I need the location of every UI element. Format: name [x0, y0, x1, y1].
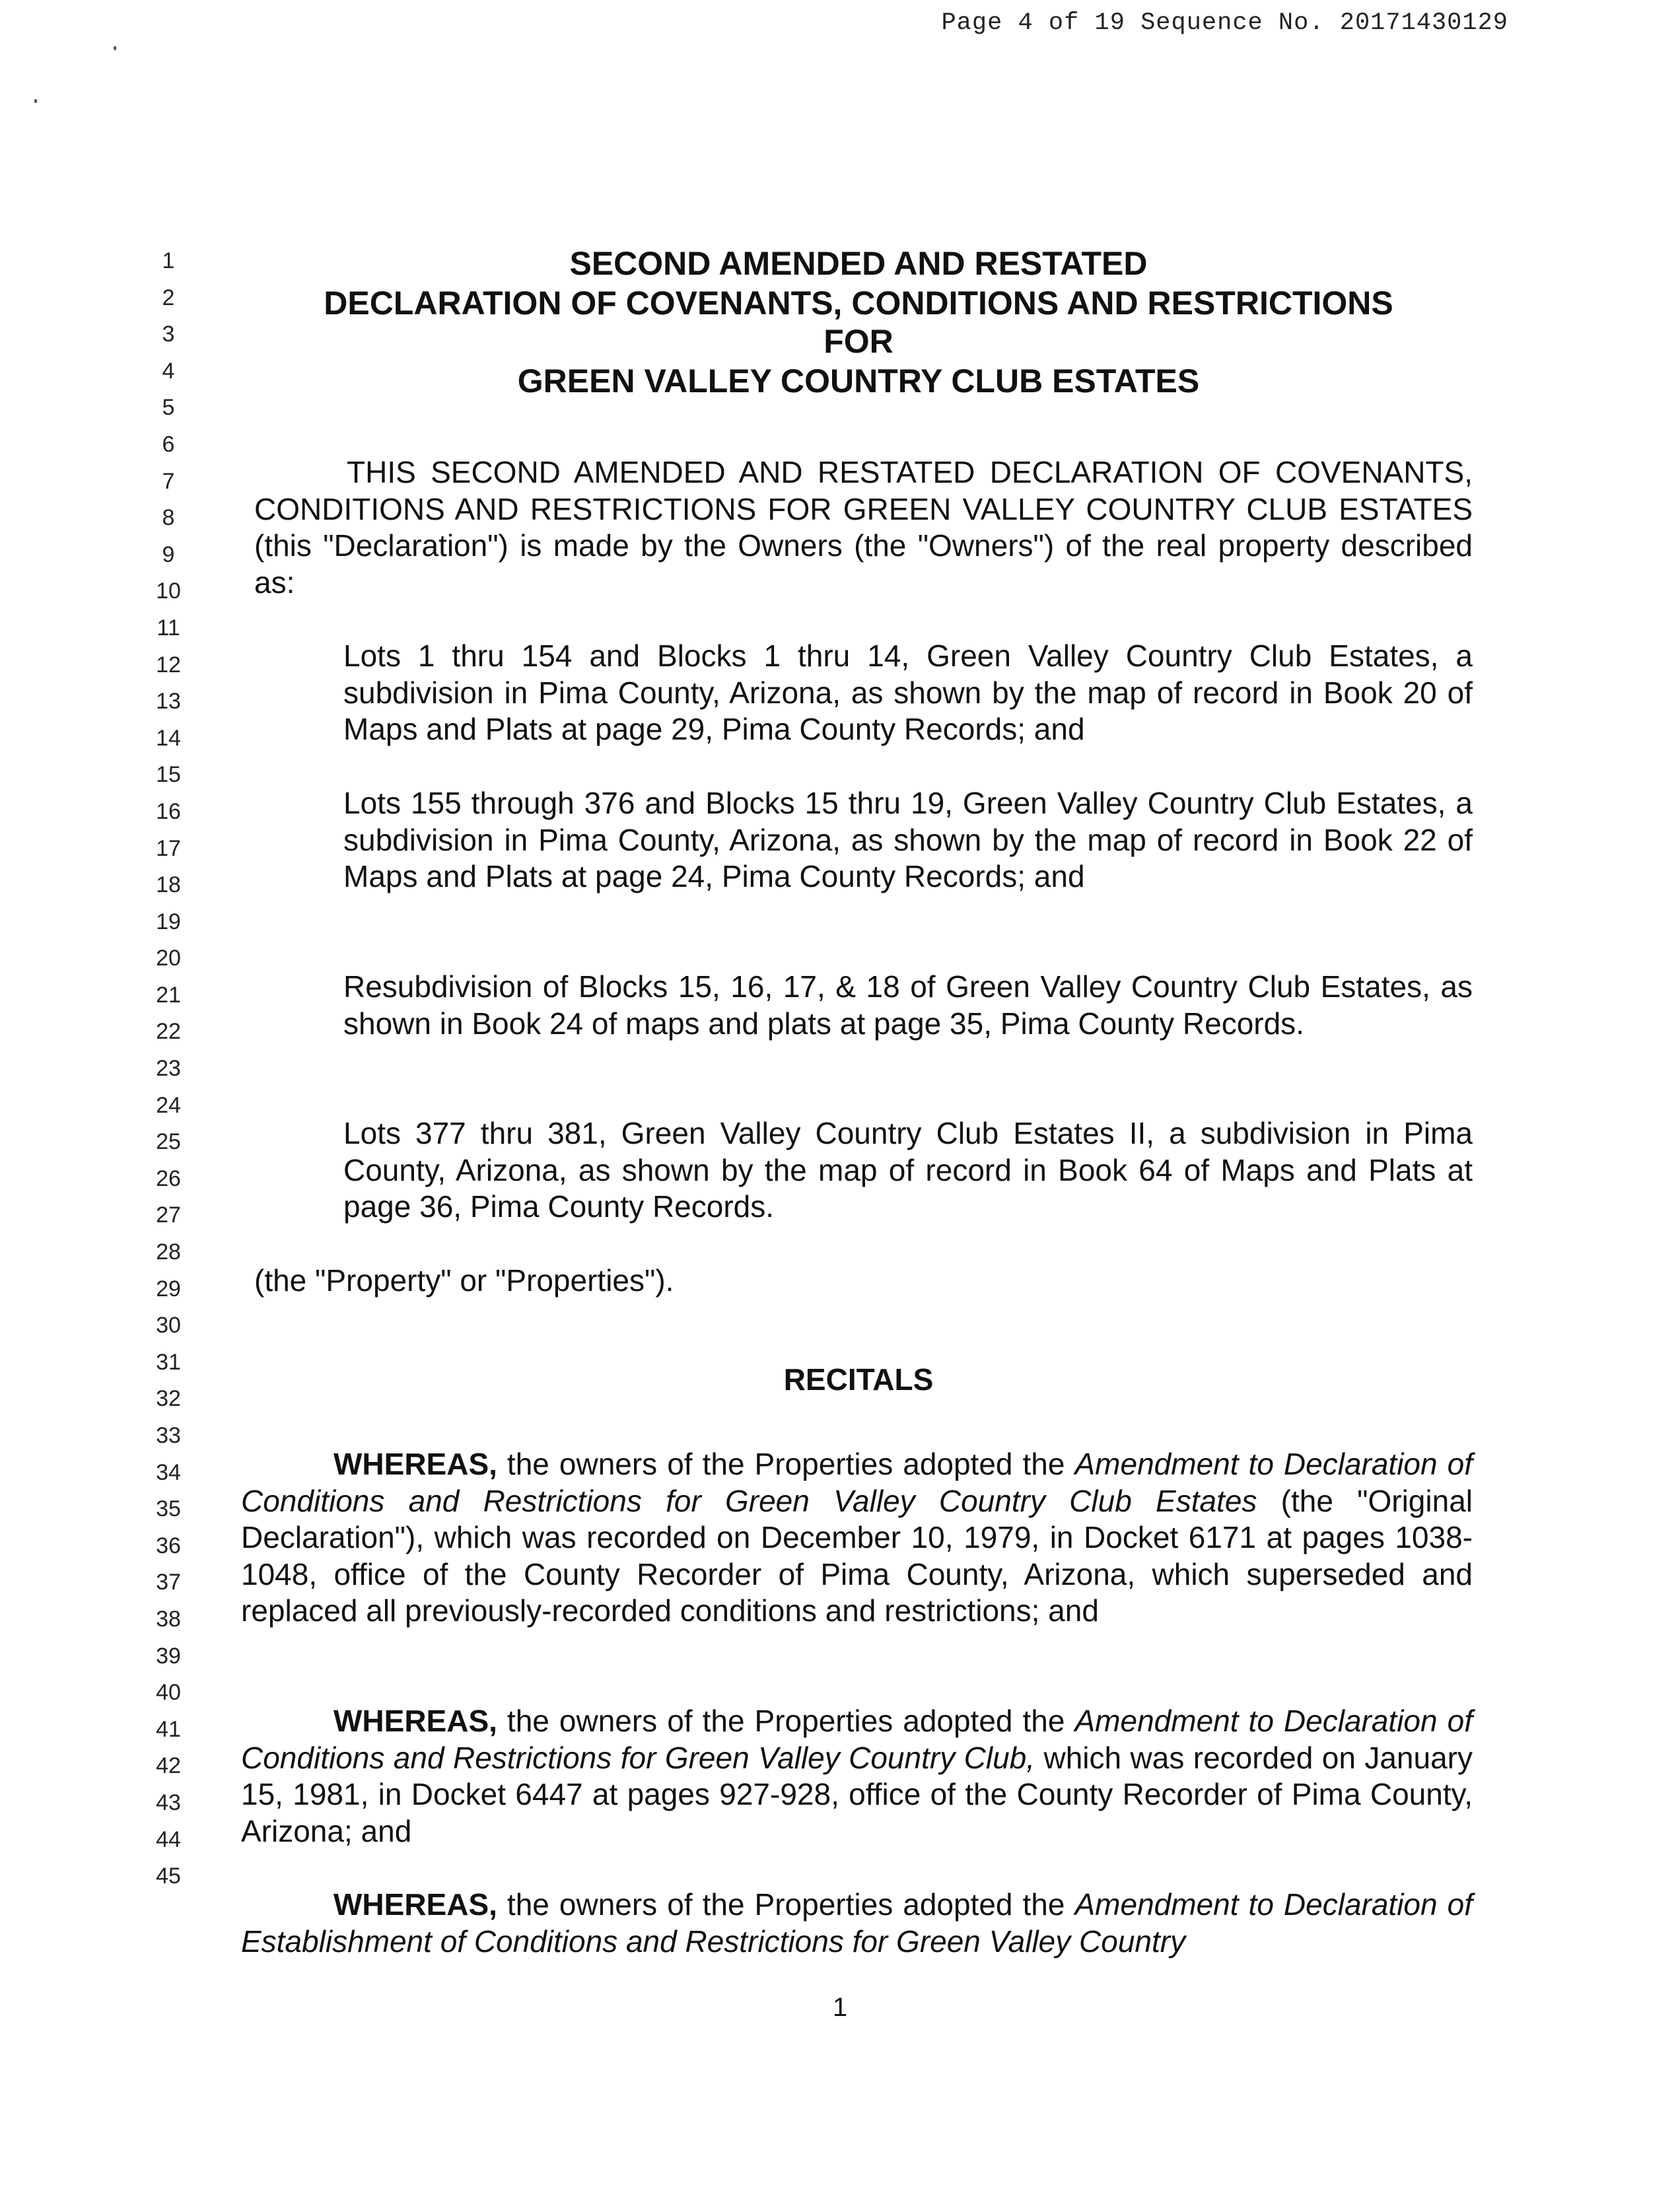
line-number: 10 [156, 578, 181, 604]
line-number: 5 [162, 395, 175, 421]
line-number: 38 [156, 1606, 181, 1632]
line-number: 43 [156, 1789, 181, 1815]
line-number: 8 [162, 505, 175, 531]
page-number: 1 [832, 1993, 848, 2022]
line-number: 2 [162, 285, 175, 310]
recital-pre: the owners of the Properties adopted the [497, 1447, 1075, 1481]
property-description-3 [343, 969, 1473, 1042]
line-number: 28 [156, 1239, 181, 1265]
line-number: 3 [162, 322, 175, 347]
recital-lead: WHEREAS, [333, 1887, 497, 1922]
recital-3 [241, 1887, 1473, 1960]
title-line-2: DECLARATION OF COVENANTS, CONDITIONS AND RESTRICTIONS [324, 285, 1393, 322]
title-line-1: SECOND AMENDED AND RESTATED [569, 245, 1148, 282]
property-description-1 [343, 638, 1473, 748]
line-number-column [132, 243, 205, 1895]
line-number: 29 [156, 1276, 181, 1302]
line-number: 15 [156, 762, 181, 788]
line-number: 17 [156, 835, 181, 861]
line-number: 31 [156, 1349, 181, 1375]
line-number: 18 [156, 872, 181, 898]
page-sequence-stamp: Page 4 of 19 Sequence No. 20171430129 [941, 9, 1508, 37]
recital-document-title: Amendment to Declaration of Conditions and Restrictions for Green Valley Country Club, [241, 1704, 1473, 1775]
line-number: 7 [162, 468, 175, 494]
line-number: 33 [156, 1423, 181, 1448]
property-description-text: Lots 377 thru 381, Green Valley Country Club Estates II, a subdivision in Pima County, Arizona, as shown by the map of record in Book 64 of Maps and Plats at page 36, Pima County Records. [343, 1116, 1473, 1224]
recital-post: which was recorded on January 15, 1981, in Docket 6447 at pages 927-928, office of the County Recorder of Pima County, Arizona; and [241, 1740, 1473, 1848]
line-number: 19 [156, 909, 181, 934]
recital-post: (the "Original Declaration"), which was recorded on December 10, 1979, in Docket 6171 at pages 1038-1048, office of the County Recorder of Pima County, Arizona, which superseded and replaced all previously-recorded conditions and restrictions; and [241, 1483, 1473, 1628]
recital-text [241, 1703, 1473, 1850]
recital-pre: the owners of the Properties adopted the [497, 1887, 1075, 1922]
recital-2 [241, 1703, 1473, 1850]
scan-speck [34, 99, 37, 103]
recital-document-title: Amendment to Declaration of Conditions and Restrictions for Green Valley Country Club Estates [241, 1447, 1473, 1518]
line-number: 1 [162, 248, 175, 273]
line-number: 34 [156, 1459, 181, 1485]
scan-speck [114, 46, 116, 50]
title-line-4: GREEN VALLEY COUNTRY CLUB ESTATES [517, 363, 1200, 400]
property-description-2 [343, 785, 1473, 895]
intro-paragraph [254, 454, 1473, 601]
line-number: 23 [156, 1056, 181, 1082]
recital-lead: WHEREAS, [333, 1704, 497, 1738]
document-title [238, 243, 1479, 415]
line-number: 40 [156, 1680, 181, 1706]
line-number: 26 [156, 1165, 181, 1191]
line-number: 45 [156, 1863, 181, 1889]
line-number: 16 [156, 798, 181, 824]
line-number: 32 [156, 1386, 181, 1412]
line-number: 21 [156, 982, 181, 1008]
line-number: 13 [156, 689, 181, 714]
property-description-text: Resubdivision of Blocks 15, 16, 17, & 18 of Green Valley Country Club Estates, as shown in Book 24 of maps and plats at page 35, Pima County Records. [343, 969, 1473, 1041]
line-number: 6 [162, 431, 175, 457]
line-number: 14 [156, 725, 181, 751]
recital-text [241, 1887, 1473, 1960]
line-number: 35 [156, 1496, 181, 1522]
line-number: 42 [156, 1753, 181, 1779]
line-number: 12 [156, 652, 181, 678]
recital-1 [241, 1446, 1473, 1630]
recital-text [241, 1446, 1473, 1630]
recitals-heading: RECITALS [783, 1362, 934, 1397]
line-number: 22 [156, 1019, 181, 1045]
recital-document-title: Amendment to Declaration of Establishment of Conditions and Restrictions for Green Valley Country [241, 1887, 1473, 1959]
line-number: 36 [156, 1533, 181, 1558]
property-closing [254, 1263, 1473, 1300]
line-number: 24 [156, 1092, 181, 1118]
property-description-text: Lots 1 thru 154 and Blocks 1 thru 14, Green Valley Country Club Estates, a subdivision in Pima County, Arizona, as shown by the map of record in Book 20 of Maps and Plats at page 29, Pima County Records; and [343, 639, 1473, 747]
line-number: 27 [156, 1202, 181, 1228]
recital-pre: the owners of the Properties adopted the [497, 1704, 1075, 1738]
property-closing-text: (the "Property" or "Properties"). [254, 1263, 674, 1298]
property-description-4 [343, 1115, 1473, 1226]
line-number: 37 [156, 1570, 181, 1595]
line-number: 4 [162, 358, 175, 384]
property-description-text: Lots 155 through 376 and Blocks 15 thru 19, Green Valley Country Club Estates, a subdivision in Pima County, Arizona, as shown by the map of record in Book 22 of Maps and Plats at page 24, Pima County Records; and [343, 786, 1473, 894]
recital-lead: WHEREAS, [333, 1447, 497, 1481]
line-number: 11 [157, 615, 180, 641]
line-number: 25 [156, 1129, 181, 1155]
line-number: 9 [162, 541, 175, 567]
intro-text: THIS SECOND AMENDED AND RESTATED DECLARATION OF COVENANTS, CONDITIONS AND RESTRICTIONS FOR GREEN VALLEY COUNTRY CLUB ESTATES (this "Declaration") is made by the Owners (the "Owners") of the real property described as: [254, 455, 1473, 600]
title-line-3: FOR [823, 323, 893, 360]
line-number: 30 [156, 1313, 181, 1338]
line-number: 39 [156, 1643, 181, 1669]
line-number: 20 [156, 946, 181, 971]
line-number: 41 [156, 1716, 181, 1742]
line-number: 44 [156, 1826, 181, 1852]
